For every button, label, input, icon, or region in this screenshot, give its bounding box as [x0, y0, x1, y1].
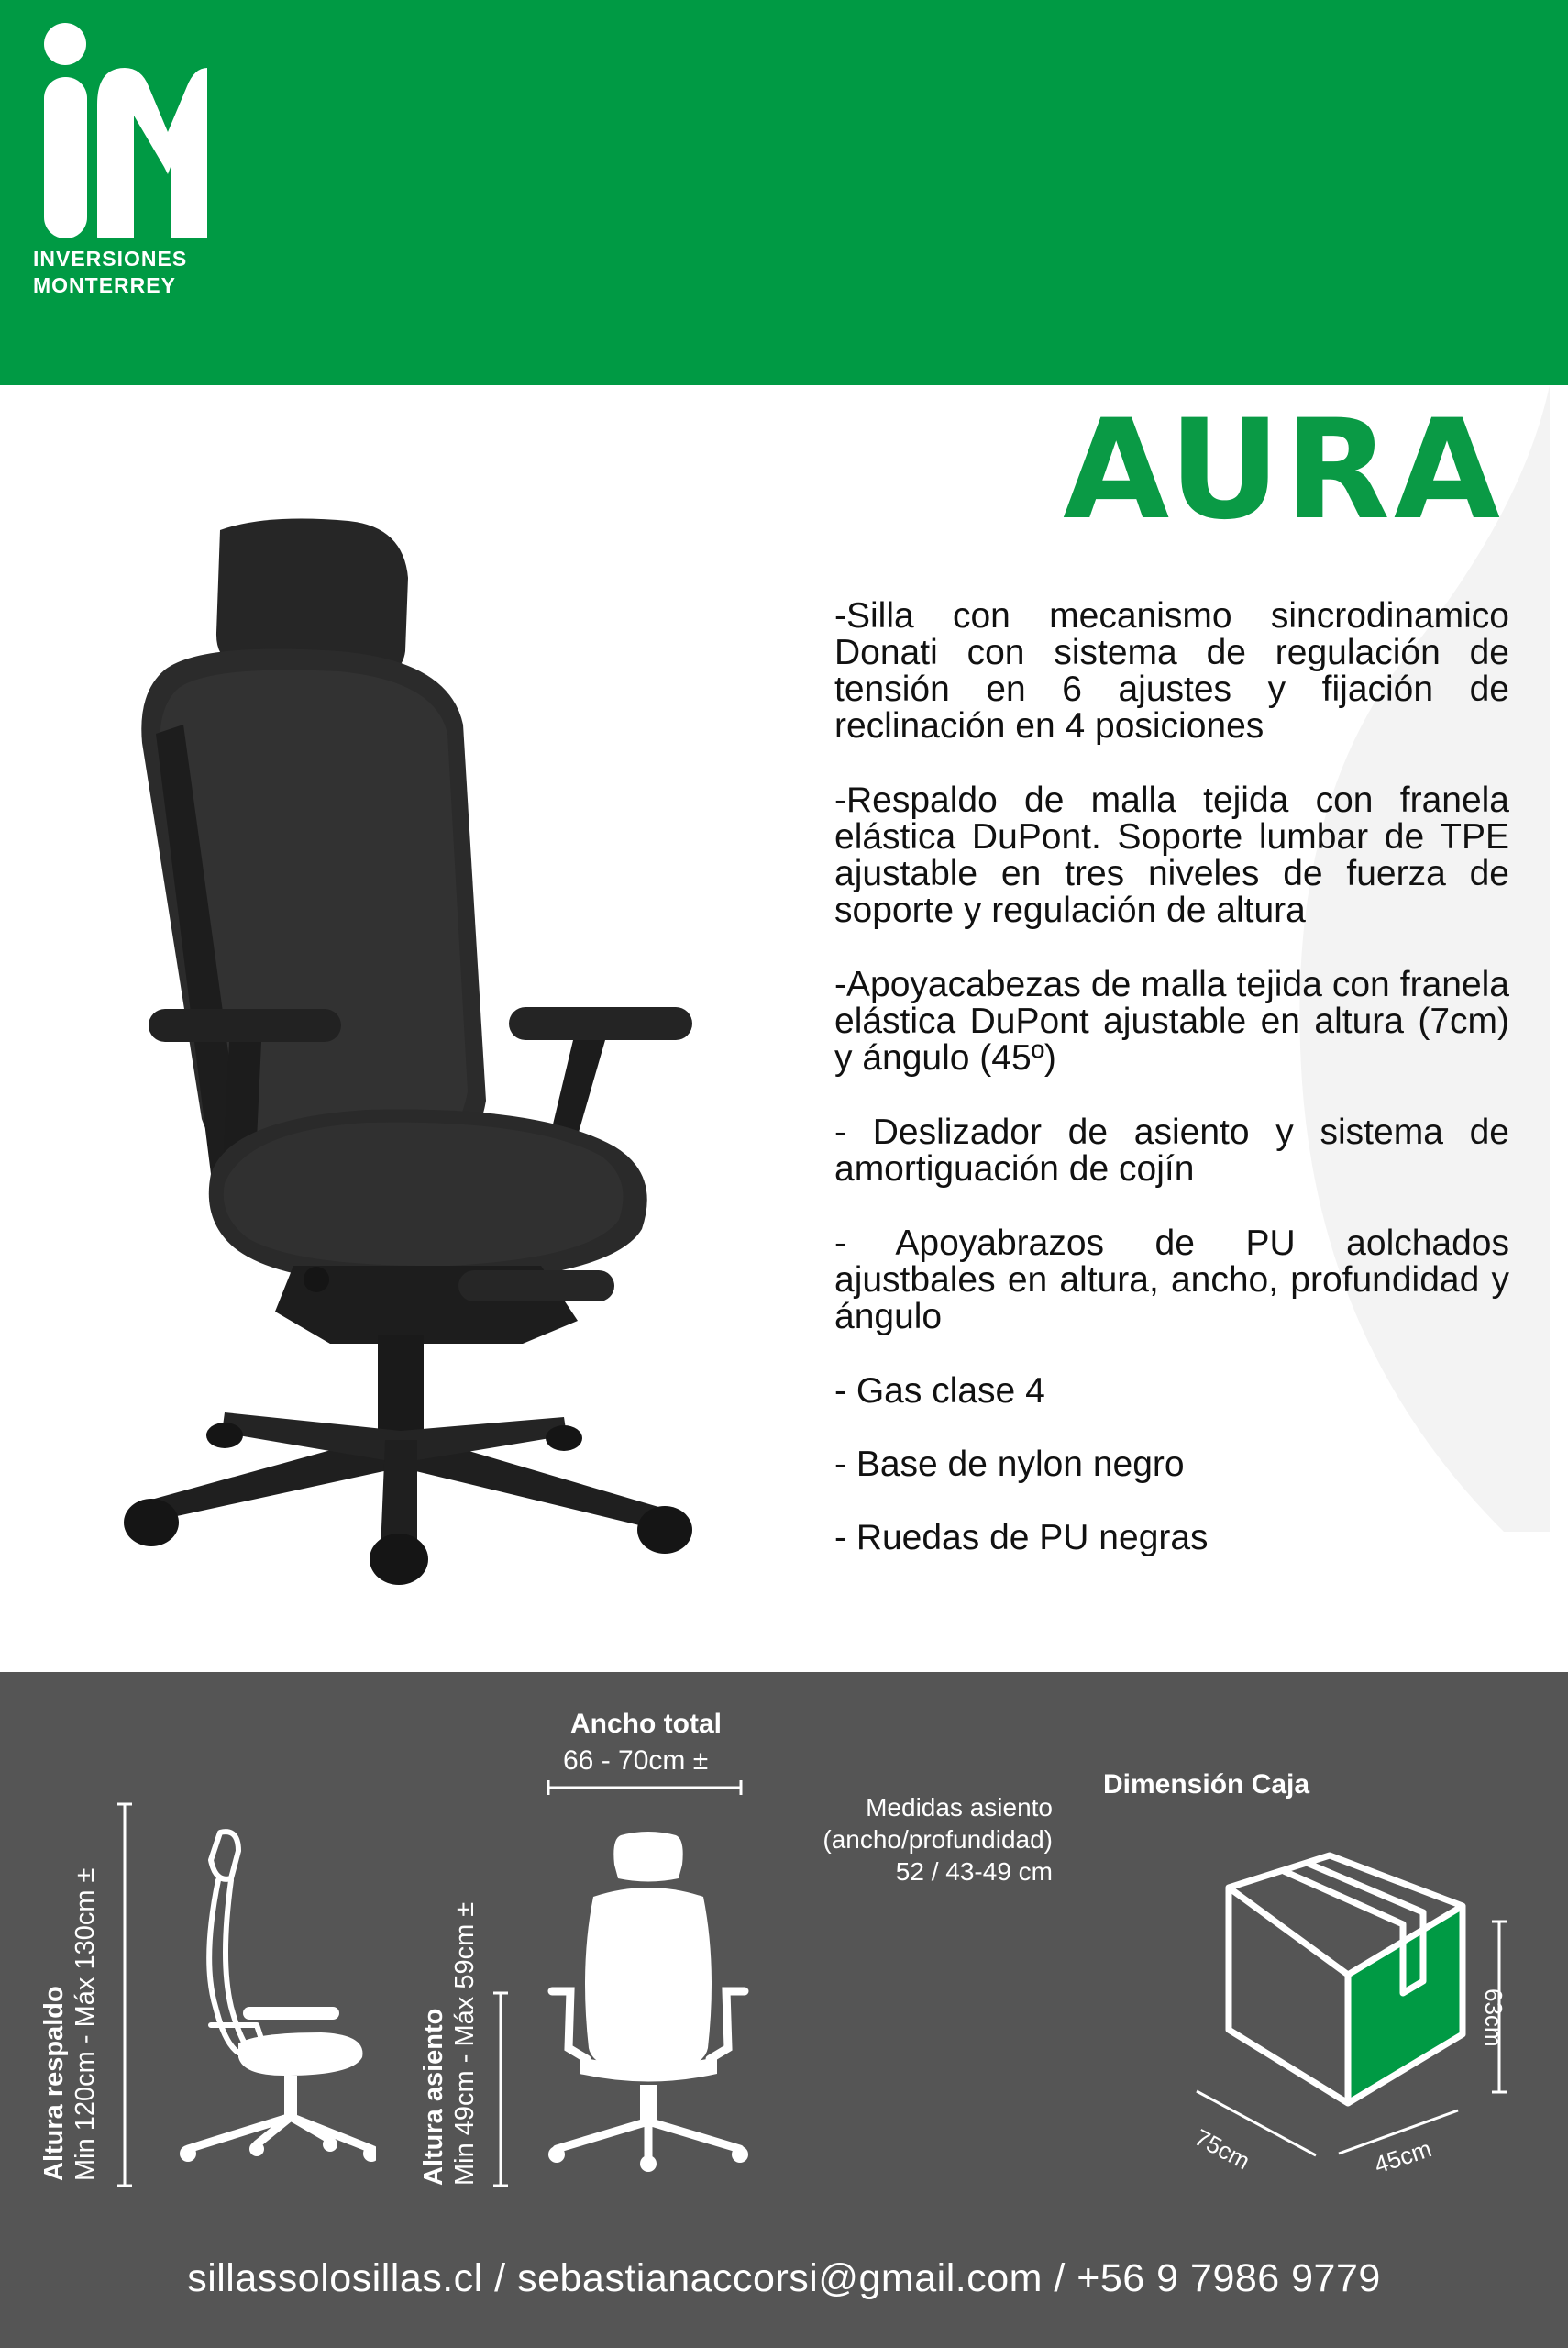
seat-height-label — [418, 1902, 480, 2186]
backrest-height-value: Min 120cm - Máx 130cm ± — [71, 1867, 100, 2181]
feature-item: - Deslizador de asiento y sistema de amortiguación de cojín — [834, 1113, 1509, 1189]
seat-measures — [823, 1791, 1053, 1888]
product-title: AURA — [1063, 391, 1504, 550]
feature-item: -Silla con mecanismo sincrodinamico Donati con sistema de regulación de tensión en 6 ajustes y fijación de reclinación en 4 posiciones — [834, 596, 1509, 746]
spec-panel — [0, 1672, 1568, 2348]
backrest-height-dimension-line — [116, 1802, 134, 2187]
feature-item: - Apoyabrazos de PU aolchados ajustbales en altura, ancho, profundidad y ángulo — [834, 1224, 1509, 1336]
brand-name-line1: INVERSIONES — [33, 247, 188, 271]
backrest-height-title: Altura respaldo — [39, 1986, 69, 2181]
brand-name — [33, 246, 207, 299]
backrest-height-label — [39, 1868, 101, 2181]
office-chair-photo — [64, 514, 743, 1587]
box-length-value: 75cm — [1189, 2123, 1255, 2176]
seat-measures-value: 52 / 43-49 cm — [895, 1857, 1053, 1886]
header-banner — [0, 0, 1568, 385]
total-width-title: Ancho total — [570, 1709, 722, 1739]
seat-height-value: Min 49cm - Máx 59cm ± — [450, 1901, 480, 2186]
contact-info: sillassolosillas.cl / sebastianaccorsi@gmail.com / +56 9 7986 9779 — [187, 2256, 1381, 2300]
feature-item: -Respaldo de malla tejida con franela elástica DuPont. Soporte lumbar de TPE ajustable en tres niveles de fuerza de soporte y regulación de altura — [834, 781, 1509, 930]
brand-logo — [33, 20, 207, 299]
total-width-value: 66 - 70cm ± — [563, 1745, 709, 1776]
total-width-dimension-line — [547, 1778, 743, 1797]
chair-front-view-icon — [543, 1828, 754, 2176]
im-monogram-logo-icon — [33, 20, 207, 240]
feature-item: - Base de nylon negro — [834, 1445, 1185, 1484]
box-dimension-title: Dimensión Caja — [1103, 1769, 1310, 1800]
feature-item: - Gas clase 4 — [834, 1371, 1045, 1411]
seat-measures-title: Medidas asiento — [866, 1793, 1053, 1822]
seat-height-title: Altura asiento — [419, 2008, 448, 2186]
feature-item: - Ruedas de PU negras — [834, 1518, 1209, 1557]
box-width-value: 45cm — [1371, 2134, 1435, 2179]
brand-name-line2: MONTERREY — [33, 273, 176, 297]
feature-item: -Apoyacabezas de malla tejida con franela elástica DuPont ajustable en altura (7cm) y ángulo (45º) — [834, 965, 1509, 1078]
box-height-value: 63cm — [1480, 1988, 1507, 2047]
chair-side-view-icon — [174, 1823, 376, 2172]
feature-list — [834, 598, 1509, 1593]
seat-measures-subtitle: (ancho/profundidad) — [823, 1825, 1053, 1854]
seat-height-dimension-line — [491, 1991, 510, 2187]
